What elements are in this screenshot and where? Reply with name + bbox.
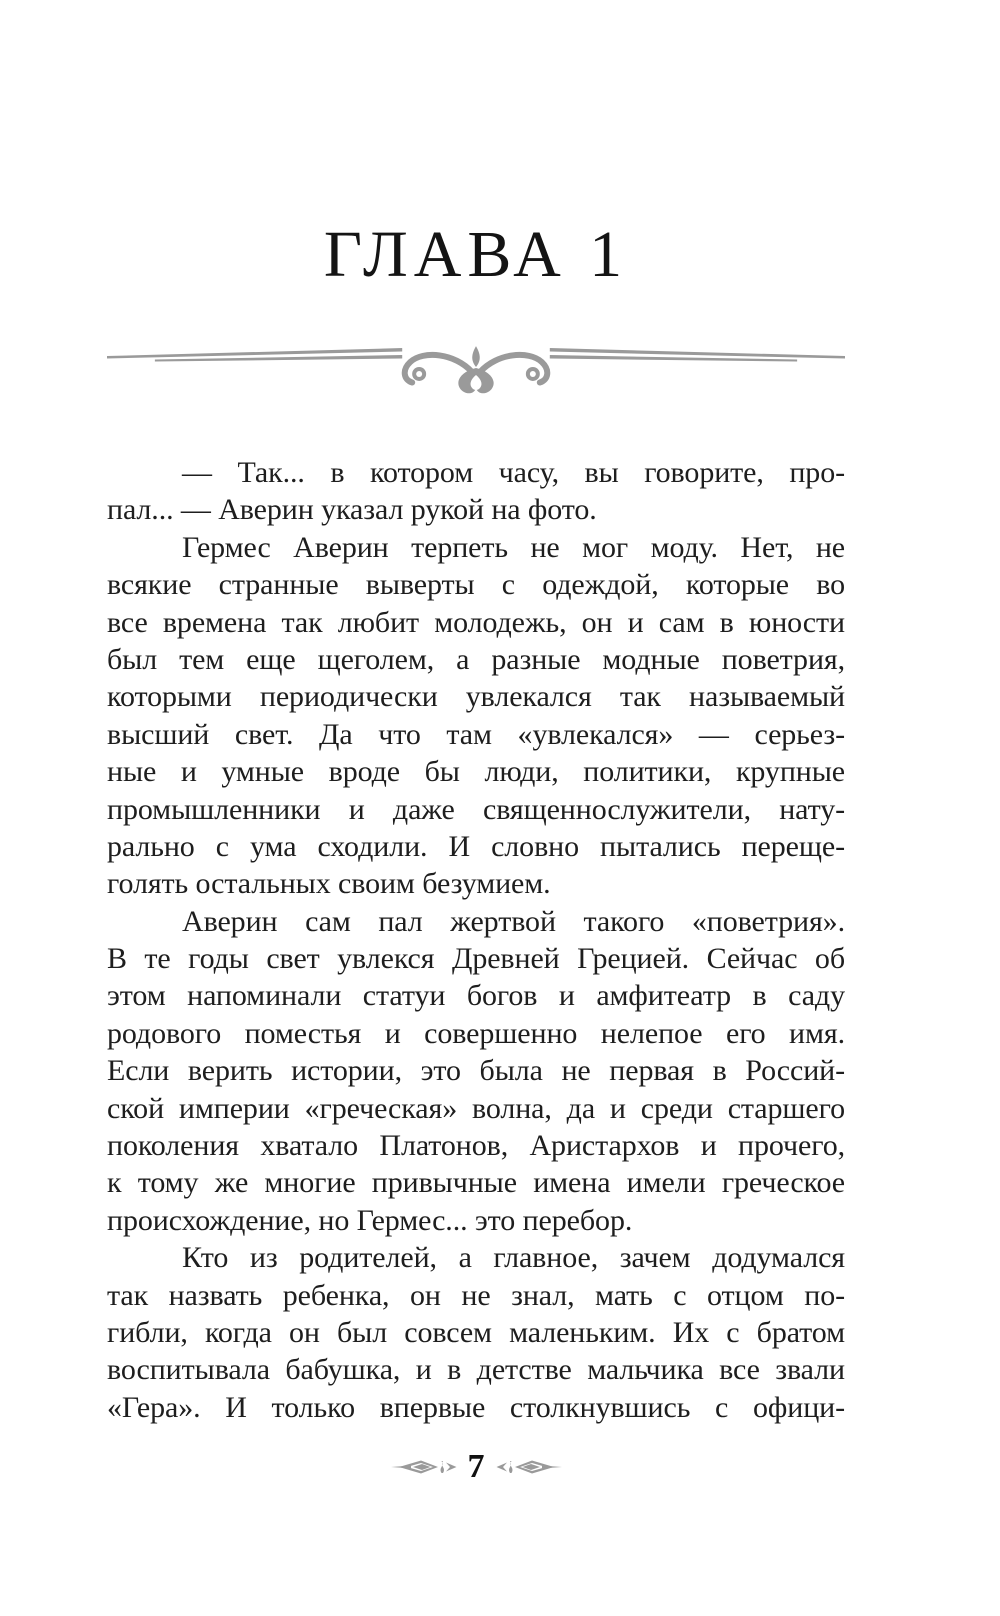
text-line: которыми периодически увлекался так называемый: [107, 680, 845, 714]
text-line: «Гера». И только впервые столкнувшись с офици-: [107, 1390, 845, 1424]
text-line: Аверин сам пал жертвой такого «поветрия».: [182, 904, 845, 938]
text-line: гибли, когда он был совсем маленьким. Их с братом: [107, 1315, 845, 1349]
text-line: происхождение, но Гермес... это перебор.: [107, 1203, 633, 1237]
page-footer: [107, 1448, 845, 1486]
text-line: так назвать ребенка, он не знал, мать с отцом по-: [107, 1278, 845, 1312]
text-line: родового поместья и совершенно нелепое его имя.: [107, 1016, 845, 1050]
footer-arrow-right-icon: [496, 1459, 562, 1475]
text-line: высший свет. Да что там «увлекался» — серьез-: [107, 717, 845, 751]
text-line: пал... — Аверин указал рукой на фото.: [107, 493, 597, 527]
text-line: всякие странные выверты с одеждой, которые во: [107, 568, 845, 602]
text-line: был тем еще щеголем, а разные модные поветрия,: [107, 642, 845, 676]
text-line: воспитывала бабушка, и в детстве мальчика все звали: [107, 1353, 845, 1387]
text-line: Кто из родителей, а главное, зачем додумался: [182, 1241, 845, 1275]
text-line: В те годы свет увлекся Древней Грецией. Сейчас об: [107, 942, 845, 976]
text-line: все времена так любит молодежь, он и сам в юности: [107, 605, 845, 639]
divider-flourish-icon: [107, 336, 845, 406]
text-line: ской империи «греческая» волна, да и среди старшего: [107, 1091, 845, 1125]
text-line: поколения хватало Платонов, Аристархов и прочего,: [107, 1129, 845, 1163]
paragraph: [107, 529, 845, 903]
text-line: ные и умные вроде бы люди, политики, крупные: [107, 755, 845, 789]
text-line: к тому же многие привычные имена имели греческое: [107, 1166, 845, 1200]
paragraph: [107, 1239, 845, 1426]
section-divider: [107, 336, 845, 406]
paragraph: [107, 903, 845, 1240]
paragraph: [107, 454, 845, 529]
text-line: Если верить истории, это была не первая в Россий-: [107, 1054, 845, 1088]
chapter-title: ГЛАВА 1: [323, 218, 629, 291]
text-line: — Так... в котором часу, вы говорите, про-: [182, 456, 845, 489]
text-line: промышленники и даже священнослужители, нату-: [107, 792, 845, 826]
page-number: 7: [467, 1448, 485, 1485]
text-line: этом напоминали статуи богов и амфитеатр в саду: [107, 979, 845, 1013]
text-line: голять остальных своим безумием.: [107, 867, 551, 901]
text-line: рально с ума сходили. И словно пытались переще-: [107, 829, 845, 863]
body-text: [107, 454, 845, 1426]
footer-arrow-left-icon: [391, 1459, 457, 1475]
text-line: Гермес Аверин терпеть не мог моду. Нет, не: [182, 530, 845, 564]
